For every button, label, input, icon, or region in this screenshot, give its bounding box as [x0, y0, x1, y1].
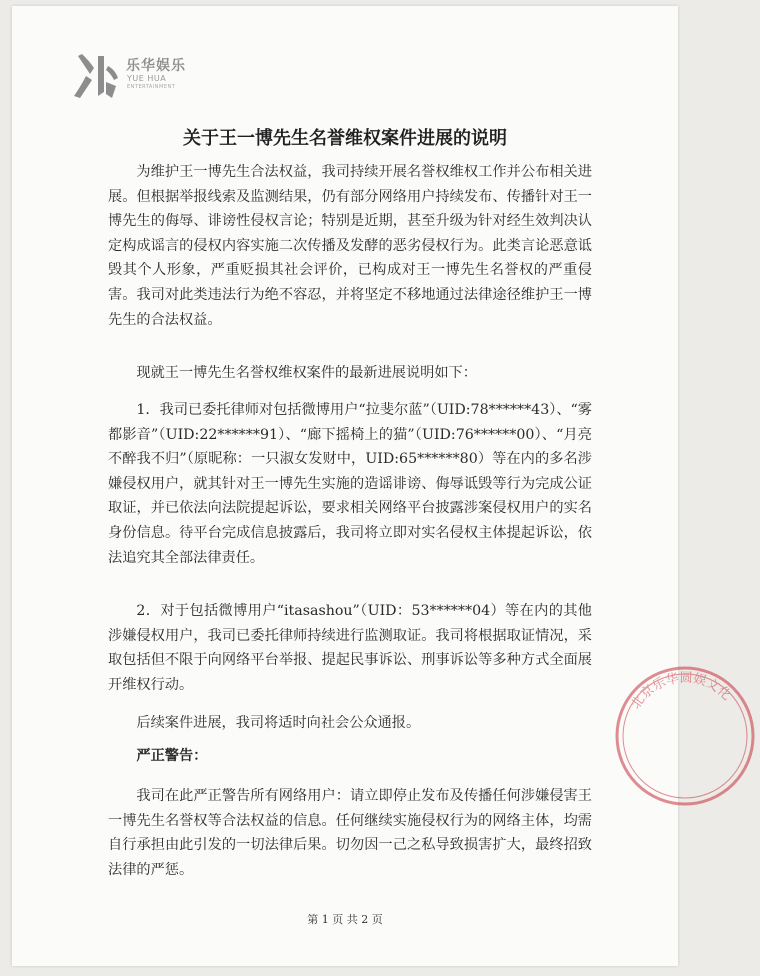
seal-text: 北京乐华圆娱文化 [628, 670, 734, 713]
list-item-2: 2．对于包括微博用户“itasashou”（UID：53******04）等在内的其他涉嫌侵权用户，我司已委托律师持续进行监测取证。我司将根据取证情况，采取包括但不限于向网络平台举报、提起民事诉讼、刑事诉讼等多种方式全面展开维权行动。 [108, 603, 592, 693]
document-page [12, 6, 734, 966]
company-logo [72, 52, 232, 104]
page-number: 第 1 页 共 2 页 [307, 913, 383, 926]
list-item-1: 1．我司已委托律师对包括微博用户“拉斐尔蓝”（UID:78******43）、“雾都影音”（UID:22******91）、“廊下摇椅上的猫”（UID:76******00）、“月亮不醉我不归”（原昵称：一只淑女发财中，UID:65******80）等在内的多名涉嫌侵权用户，就其针对王一博先生实施的造谣诽谤、侮辱诋毁等行为完成公证取证，并已依法向法院提起诉讼，要求相关网络平台披露涉案侵权用户的实名身份信息。待平台完成信息披露后，我司将立即对实名侵权主体提起诉讼，依法追究其全部法律责任。 [108, 402, 592, 566]
paragraph-progress-intro: 现就王一博先生名誉权维权案件的最新进展说明如下： [136, 365, 477, 381]
document-title: 关于王一博先生名誉维权案件进展的说明 [183, 128, 507, 149]
paragraph-followup: 后续案件进展，我司将适时向社会公众通报。 [136, 715, 421, 731]
logo-sub-en: ENTERTAINMENT [127, 84, 176, 90]
yuehua-logo-icon [72, 52, 122, 100]
logo-name-cn: 乐华娱乐 [126, 58, 186, 74]
company-seal [610, 661, 760, 811]
logo-name-en: YUE HUA [127, 74, 167, 83]
paragraph-intro: 为维护王一博先生合法权益，我司持续开展名誉权维权工作并公布相关进展。但根据举报线索及监测结果，仍有部分网络用户持续发布、传播针对王一博先生的侮辱、诽谤性侵权言论；特别是近期，甚至升级为针对经生效判决认定构成谣言的侵权内容实施二次传播及发酵的恶劣侵权行为。此类言论恶意诋毁其个人形象，严重贬损其社会评价，已构成对王一博先生名誉权的严重侵害。我司对此类违法行为绝不容忍，并将坚定不移地通过法律途径维护王一博先生的合法权益。 [108, 164, 592, 328]
warning-heading: 严正警告： [136, 748, 208, 764]
paragraph-warning: 我司在此严正警告所有网络用户：请立即停止发布及传播任何涉嫌侵害王一博先生名誉权等合法权益的信息。任何继续实施侵权行为的网络主体，均需自行承担由此引发的一切法律后果。切勿因一己之私导致损害扩大，最终招致法律的严惩。 [108, 788, 592, 878]
